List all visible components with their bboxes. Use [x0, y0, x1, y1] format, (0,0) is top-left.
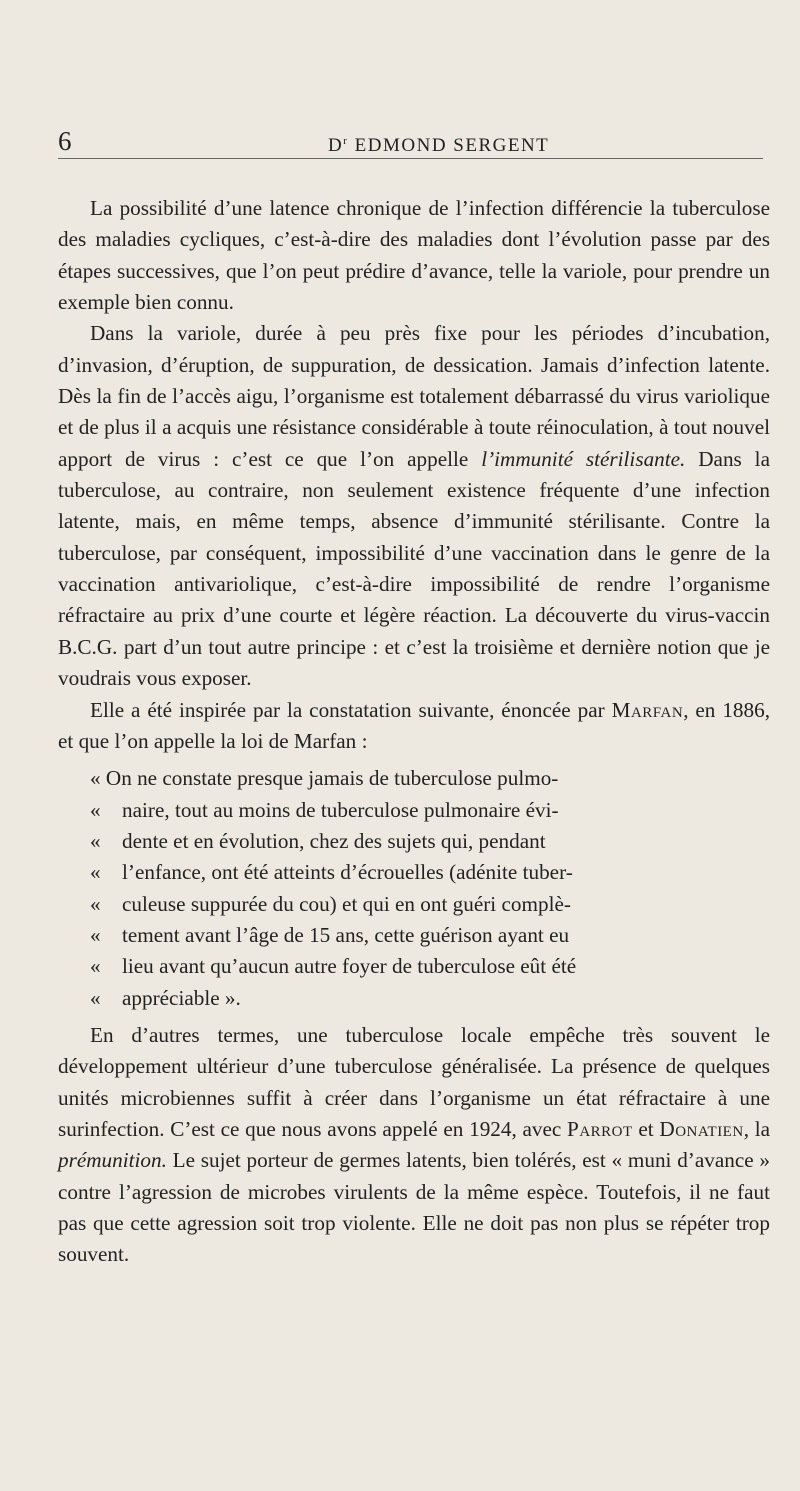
author-name: EDMOND SERGENT — [354, 135, 550, 156]
quote-line-text: lieu avant qu’aucun autre foyer de tuberculose eût été — [122, 954, 577, 979]
quote-line-text: l’enfance, ont été atteints d’écrouelles (adénite tuber- — [122, 860, 573, 885]
page-header — [58, 124, 758, 158]
quote-line-6 — [58, 951, 770, 982]
quote-line-7 — [58, 983, 770, 1014]
guillemet: « — [90, 828, 101, 853]
marfan-law-quote — [58, 763, 770, 1014]
header-rule — [58, 158, 763, 159]
quote-line-4 — [58, 889, 770, 920]
running-head — [328, 128, 549, 159]
quote-line-text: culeuse suppurée du cou) et qui en ont guéri complè- — [122, 891, 571, 916]
quote-line-text: naire, tout au moins de tuberculose pulmonaire évi- — [122, 797, 559, 822]
guillemet: « — [90, 954, 101, 979]
quote-line: « On ne constate presque jamais de tuberculose pulmo- — [90, 766, 559, 791]
author-name-marfan: Marfan — [611, 697, 684, 722]
quote-line-text: dente et en évolution, chez des sujets qui, pendant — [122, 828, 546, 853]
premunition-term: prémunition. — [58, 1148, 167, 1173]
paragraph-2-text-b: Dans la tuberculose, au contraire, non seulement existence fréquente d’une infection latente, mais, en même temps, absence d’immunité stérilisante. Contre la tuberculose, par conséquent, impossibilité d’une vaccination dans le genre de la vaccination antivariolique, c’est-à-dire impossibilité de rendre l’organisme réfractaire au prix d’une courte et légère réaction. La découverte du virus-vaccin B.C.G. part d’un tout autre principe : et c’est la troisième et dernière notion que je voudrais vous exposer. — [58, 446, 770, 691]
quote-line-text: tement avant l’âge de 15 ans, cette guérison ayant eu — [122, 922, 570, 947]
guillemet: « — [90, 860, 101, 885]
immunite-sterilisante-term: l’immunité stérilisante. — [481, 446, 686, 471]
guillemet: « — [90, 985, 101, 1010]
guillemet: « — [90, 922, 101, 947]
quote-line-2 — [58, 826, 770, 857]
guillemet: « — [90, 891, 101, 916]
paragraph-1: La possibilité d’une latence chronique de l’infection différencie la tuberculose des maladies cycliques, c’est-à-dire des maladies dont l’évolution passe par des étapes successives, que l’on peut prédire d’avance, telle la variole, pour prendre un exemple bien connu. — [58, 196, 770, 315]
guillemet: « — [90, 797, 101, 822]
page-number: 6 — [58, 126, 72, 156]
paragraph-2-text-a: Dans la variole, durée à peu près fixe pour les périodes d’incubation, d’invasion, d’éruption, de suppuration, de dessication. Jamais d’infection latente. Dès la fin de l’accès aigu, l’organisme est totalement débarrassé du virus variolique et de plus il a acquis une résistance considérable à toute réinoculation, à tout nouvel apport de virus : c’est ce que l’on appelle — [58, 321, 770, 471]
author-sup: r — [343, 135, 349, 147]
paragraph-5-text-c: Le sujet porteur de germes latents, bien tolérés, est « muni d’avance » contre l’agression de microbes virulents de la même espèce. Toutefois, il ne faut pas que cette agression soit trop violente. Elle ne doit pas non plus se répéter trop souvent. — [58, 1148, 770, 1267]
author-name-donatien: Donatien — [659, 1116, 744, 1141]
paragraph-5-text-a: En d’autres termes, une tuberculose locale empêche très souvent le développement ultérieur d’une tuberculose généralisée. La présence de quelques unités microbiennes suffit à créer dans l’organisme un état réfractaire à une surinfection. C’est ce que nous avons appelé en 1924, avec — [58, 1022, 770, 1141]
paragraph-3 — [58, 695, 770, 758]
author-name-parrot: Parrot — [567, 1116, 633, 1141]
paragraph-2 — [58, 318, 770, 694]
quote-line-text: appréciable ». — [122, 985, 241, 1010]
paragraph-5 — [58, 1020, 770, 1271]
paragraph-5-text-mid: et — [632, 1116, 660, 1141]
body-text — [58, 193, 770, 1271]
author-prefix: D — [328, 135, 344, 156]
paragraph-3-text-a: Elle a été inspirée par la constatation suivante, énoncée par — [90, 697, 612, 722]
quote-line-1 — [58, 795, 770, 826]
paragraph-3-text-b: , en 1886, et que l’on appelle la loi de Marfan : — [58, 697, 771, 753]
paragraph-5-text-b: , la — [743, 1116, 770, 1141]
quote-line-3 — [58, 857, 770, 888]
quote-line-5 — [58, 920, 770, 951]
